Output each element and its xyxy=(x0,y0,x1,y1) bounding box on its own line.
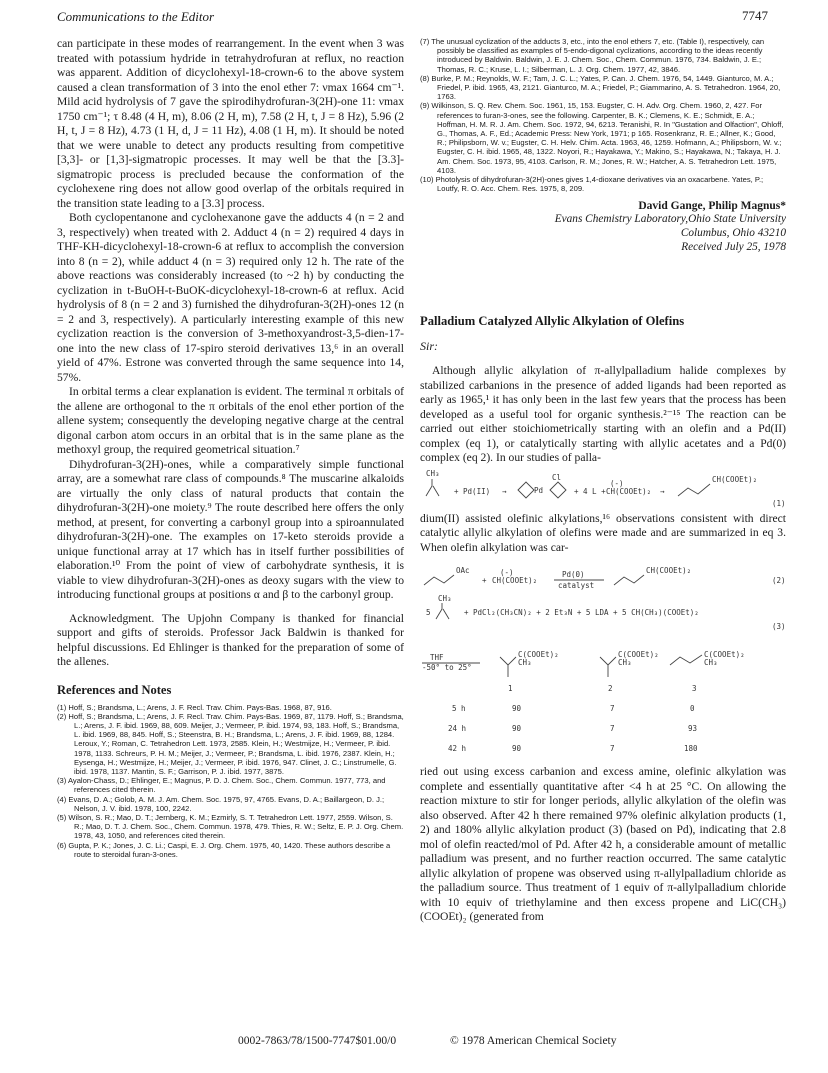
reference-8: (8) Burke, P. M.; Reynolds, W. F.; Tam, J. C. L.; Yates, P. Can. J. Chem. 1976, 54, 1449. Gianturco, M. A.; Friedel, P. ibid. 1965, 43, 2121. Gianturco, M. A.; Friedel, P.; Giammarino, A. S. Tetrahedron. 1964, 20, 1763. xyxy=(420,73,781,102)
eq1-minus: (-) xyxy=(610,478,624,488)
eq3-number: (3) xyxy=(772,622,786,632)
reference-10: (10) Photolysis of dihydrofuran-3(2H)-ones gives 1,4-dioxane derivatives via an oxacarbene. Yates, P.; Loutfy, R. O. Acc. Chem. Res. 1975, 8, 209. xyxy=(420,175,764,194)
left-column xyxy=(57,37,404,859)
left-paragraph-3: In orbital terms a clear explanation is evident. The terminal π orbitals of the allene are orthogonal to the π orbitals of the enol ether portion of the allene system; consequently the developing negative charge at the central digonal carbon atom occurs in an orbital that is in the same plane as the methoxyl group, the required geometrical situation.⁷ xyxy=(57,385,404,456)
right-body-3 xyxy=(420,765,786,925)
received-date: Received July 25, 1978 xyxy=(681,241,786,254)
salutation: Sir: xyxy=(420,339,438,354)
eq3-solvent: THF xyxy=(430,653,444,663)
eq2-carbanion: CH(COOEt)₂ xyxy=(492,576,538,586)
eq1-4l: + 4 L + xyxy=(574,486,606,496)
right-paragraph-1: Although allylic alkylation of π-allylpalladium halide complexes by stabilized carbanions in the presence of added ligands had been reported as early as 1965,¹ it has only been in the last few years that the process has been developed as a useful tool for organic synthesis.²⁻¹⁵ The reaction can be carried out either stoichiometrically starting with an olefin and a Pd(II) complex (eq 1), or catalytically starting with allylic acetates and a Pd(0) complex (eq 2). In our studies of palla- xyxy=(420,364,786,465)
right-paragraph-2: dium(II) assisted olefinic alkylations,¹⁶ observations consistent with direct catalytic allylic alkylation of olefins were made and are summarized in eq 3. When olefin alkylation was car- xyxy=(420,511,786,554)
right-body-2 xyxy=(420,512,786,556)
affiliation-city: Columbus, Ohio 43210 xyxy=(680,227,786,240)
reference-3: (3) Ayalon-Chass, D.; Ehlinger, E.; Magnus, P. D. J. Chem. Soc., Chem. Commun. 1977, 773, and references cited therein. xyxy=(57,776,386,795)
reference-9: (9) Wilkinson, S. Q. Rev. Chem. Soc. 1961, 15, 153. Eugster, C. H. Adv. Org. Chem. 1960, 2, 427. For references to furan-3-ones, see the following. Carpenter, B. K.; Clemens, K. E.; Schmidt, E. A.; Hoffman, H. M. R. J. Am. Chem. Soc. 1972, 94, 6213. Teranishi, R. In "Gustation and Olfaction", Ohloff, G., Thomas, A. F., Ed.; Academic Press: New York, 1971; p 165. Rosenkranz, R. E.; Allner, K.; Good, R.; Philipsborn, W. v.; Eugster, C. H. Helv. Chim. Acta. 1963, 46, 1259. Hofmann, A.; Philipsborn, W. v.; Eugster, C. H. ibid. 1965, 48, 1322. Noyori, R.; Hayakawa, Y.; Makino, S.; Hayakawa, N.; Takaya, H. J. Am. Chem. Soc. 1973, 95, 4103. Carlson, R. M.; Jones, R. W.; Hatcher, A. S. Tetrahedron Lett. 1975, 4103. xyxy=(420,101,784,175)
equation-2 xyxy=(420,559,786,593)
eq1-pd-ring: Pd xyxy=(534,485,544,495)
equation-3 xyxy=(420,593,786,761)
eq1-product: CH(COOEt)₂ xyxy=(712,474,758,484)
eq3-row2-c3: 93 xyxy=(688,724,698,734)
eq1-cl: Cl xyxy=(552,472,562,482)
eq3-row3-c3: 180 xyxy=(684,744,698,754)
left-paragraph-1: can participate in these modes of rearrangement. In the event when 3 was treated with potassium hydride in tetrahydrofuran at reflux, no reaction was apparent. Addition of dicyclohexyl-18-crown-6 to the above system caused a clean transformation of 3 into the enol ether 7: νmax 1664 cm⁻¹. Mild acid hydrolysis of 7 gave the spirodihydrofuran-3(2H)-one 11: νmax 1750 cm⁻¹; τ 8.48 (4 H, m), 8.06 (2 H, m), 7.58 (2 H, t, J = 8 Hz), 5.96 (2 H, t, J = 8 Hz), 4.73 (1 H, d, J = 11 Hz), 4.08 (1 H, m). It should be noted that we were unable to detect any products resulting from competitive [3,3]- or [1,3]-sigmatropic processes. It may well be that the [3.3]-sigmatropic process is precluded because the conformation of the cyclohexene ring does not allow good overlap of the orbitals required in the transition state leading to a [3.3] process. xyxy=(57,37,404,210)
reference-1: (1) Hoff, S.; Brandsma, L.; Arens, J. F. Recl. Trav. Chim. Pays-Bas. 1968, 87, 916. xyxy=(57,702,332,712)
eq3-product-2-ch3: CH₃ xyxy=(618,658,632,668)
author-names: David Gange, Philip Magnus* xyxy=(638,200,786,213)
eq3-row2-time: 24 h xyxy=(448,724,467,734)
eq3-row3-c1: 90 xyxy=(512,744,522,754)
eq3-label-1: 1 xyxy=(508,684,513,694)
reference-2: (2) Hoff, S.; Brandsma, L.; Arens, J. F. Recl. Trav. Chim. Pays-Bas. 1969, 87, 1179. Hoff, S.; Brandsma, L.; Arens, J. F. ibid. 1969, 88, 609. Meijer, J.; Vermeer, P. ibid. 1974, 93, 183. Hoff, S.; Brandsma, L. ibid. 1969, 88, 845. Hoff, S.; Steenstra, B. H.; Brandsma, L.; Arens, J. F. ibid. 1969, 88, 1284. Leroux, Y.; Roman, C. Tetrahedron Lett. 1973, 2585. Klein, H.; Westmijze, H.; Vermeer, P. ibid. 1978, 1133. Schreurs, P. H. M.; Meijer, J.; Vermeer, P.; Brandsma, L. ibid. 1976, 2387. Klein, H.; Eysenga, H.; Westmijze, H.; Meijer, J.; Vermeer, P. ibid. 1976, 947. Clinet, J. C.; Linstrumelle, G. ibid. 1978, 1137. Mantin, S. F.; Garrison, P. J. ibid. 1977, 3875. xyxy=(57,711,404,776)
eq1-arrow: → xyxy=(502,486,507,496)
eq3-row2-c1: 90 xyxy=(512,724,522,734)
eq2-number: (2) xyxy=(772,576,786,586)
reference-6: (6) Gupta, P. K.; Jones, J. C. Li.; Caspi, E. J. Org. Chem. 1975, 40, 1420. These authors describe a route to steroidal furan-3-ones. xyxy=(57,840,391,859)
eq3-row1-c1: 90 xyxy=(512,704,522,714)
eq3-product-3: C(COOEt)₂ xyxy=(704,650,745,660)
eq3-equiv: 5 xyxy=(426,608,431,618)
eq3-row1-c3: 0 xyxy=(690,704,695,714)
page-number: 7747 xyxy=(742,8,768,23)
eq1-number: (1) xyxy=(772,498,786,508)
eq3-temp: -50° to 25° xyxy=(422,663,472,673)
eq3-product-2: C(COOEt)₂ xyxy=(618,650,659,660)
footer-copyright: © 1978 American Chemical Society xyxy=(450,1035,617,1047)
eq3-row2-c2: 7 xyxy=(610,724,615,734)
footer-code: 0002-7863/78/1500-7747$01.00/0 xyxy=(238,1035,397,1047)
right-paragraph-3: ried out using excess carbanion and excess amine, olefinic alkylation was complete and essentially quantitative after <4 h at 25 °C. On allowing the reaction mixture to stir for longer periods, allylic alkylation of the olefin was also observed. After 42 h there remained 97% olefinic alkylation products (1, 2) and 180% allylic alkylation product (3) (based on Pd), indicating that 2.8 mol of olefin reacted/mol of Pd. After 42 h, a considerable amount of metallic palladium was present, and no further reaction occurred. The same catalytic allylic alkylation of propene was observed using π-allylpalladium chloride as the palladium source. Thus treatment of 1 equiv of π-allylpalladium chloride with 10 equiv of triethylamine and then excess propene and LiC(CH₃)(COOEt)₂ (generated from xyxy=(420,765,786,924)
eq3-row1-c2: 7 xyxy=(610,704,615,714)
acknowledgment: Acknowledgment. The Upjohn Company is thanked for financial support and gifts of steroids. Professor Jack Baldwin is thanked for helpful discussions. Ed Ehlinger is thanked for the preparation of some of the allenes. xyxy=(57,611,404,668)
reference-7: (7) The unusual cyclization of the adducts 3, etc., into the enol ethers 7, etc. (Table I), respectively, can possibly be classified as examples of 5-endo-digonal cyclizations, according to the ideas recently introduced by Baldwin. Baldwin, J. E. J. Chem. Soc., Chem. Commun. 1976, 734. Baldwin, J. E.; Thomas, R. C.; Kruse, L. I.; Silberman, L. J. Org. Chem. 1977, 42, 3846. xyxy=(420,37,765,74)
reference-5: (5) Wilson, S. R.; Mao, D. T.; Jernberg, K. M.; Ezmirly, S. T. Tetrahedron Lett. 1977, 2559. Wilson, S. R.; Mao, D. T. J. Chem. Soc., Chem. Commun. 1978, 479. Thies, R. W.; Seltz, E. P. J. Org. Chem. 1978, 43, 1050, and references cited therein. xyxy=(57,812,404,841)
eq2-catalyst: catalyst xyxy=(558,581,595,591)
affiliation-lab: Evans Chemistry Laboratory,Ohio State University xyxy=(554,213,786,226)
eq1-carbanion: CH(COOEt)₂ xyxy=(606,486,652,496)
reference-4: (4) Evans, D. A.; Golob, A. M. J. Am. Chem. Soc. 1975, 97, 4765. Evans, D. A.; Baillargeon, D. J.; Nelson, J. V. ibid. 1978, 100, 2242. xyxy=(57,794,385,813)
eq3-product-3-ch3: CH₃ xyxy=(704,658,718,668)
eq3-product-1-ch3: CH₃ xyxy=(518,658,532,668)
eq3-label-3: 3 xyxy=(692,684,697,694)
eq2-oac: OAc xyxy=(456,566,470,576)
left-paragraph-2: Both cyclopentanone and cyclohexanone gave the adducts 4 (n = 2 and 3, respectively) when treated with 2. Adduct 4 (n = 2) required 4 days in THF-KH-dicyclohexyl-18-crown-6 at reflux to accomplish the conversion into 8 (n = 2), while adduct 4 (n = 3) required only 12 h. The rate of the above reactions was considerably increased (to ~2 h) by conducting the cyclization in t-BuOH-t-BuOK-dicyclohexyl-18-crown-6 at reflux. Acid hydrolysis of 8 (n = 2 and 3) furnished the dihydrofuran-3(2H)-ones 12 (n = 2 and 3, respectively). A particularly interesting example of this new cyclization reaction is the conversion of 3-methoxyandrost-3,5-dien-17-one into the new class of 17-spiro steroid derivatives 13,⁶ in an overall yield of 47%. Estrone was converted through the same sequence into 14, 57%. xyxy=(57,211,404,384)
eq2-pd0: Pd(0) xyxy=(562,570,585,580)
eq3-reagents: + PdCl₂(CH₃CN)₂ + 2 Et₃N + 5 LDA + 5 CH(CH₃)(COOEt)₂ xyxy=(464,608,699,618)
running-head: Communications to the Editor xyxy=(57,9,215,24)
eq2-product: CH(COOEt)₂ xyxy=(646,566,692,576)
eq2-minus: (-) xyxy=(500,568,514,578)
references-heading: References and Notes xyxy=(57,682,172,697)
eq1-pd-reagent: + Pd(II) xyxy=(454,486,491,496)
left-paragraph-4: Dihydrofuran-3(2H)-ones, while a comparatively simple functional array, are a somewhat rare class of compounds.⁸ The muscarine alkaloids are virtually the only class of natural products that contain the dihydrofuran-3(2H)-one moiety.⁹ The route described here offers the only method, at present, for converting a carbonyl group into a spiroannulated dihydrofuran-3(2H)-one. The examples on 17-keto steroids provide a unique functional array at 17 which has in itself further possibilities of elaboration.¹⁰ From the point of view of carbohydrate synthesis, it is viable to view dihydrofuran-3(2H)-ones as deoxy sugars with the view to introducing functional groups at positions α and β to the carbonyl group. xyxy=(57,457,404,601)
eq3-label-2: 2 xyxy=(608,684,613,694)
eq3-product-1: C(COOEt)₂ xyxy=(518,650,559,660)
eq1-arrow2: → xyxy=(660,486,665,496)
left-body xyxy=(57,37,404,670)
eq1-ch3: CH₃ xyxy=(426,468,440,478)
article-title: Palladium Catalyzed Allylic Alkylation of Olefins xyxy=(420,314,685,329)
eq3-row3-c2: 7 xyxy=(610,744,615,754)
eq3-row1-time: 5 h xyxy=(452,704,466,714)
right-column xyxy=(420,37,786,925)
eq3-ch3: CH₃ xyxy=(438,594,452,604)
equation-1 xyxy=(420,468,786,512)
eq2-plus: + xyxy=(482,576,487,586)
eq3-row3-time: 42 h xyxy=(448,744,467,754)
right-body-1 xyxy=(420,364,786,466)
